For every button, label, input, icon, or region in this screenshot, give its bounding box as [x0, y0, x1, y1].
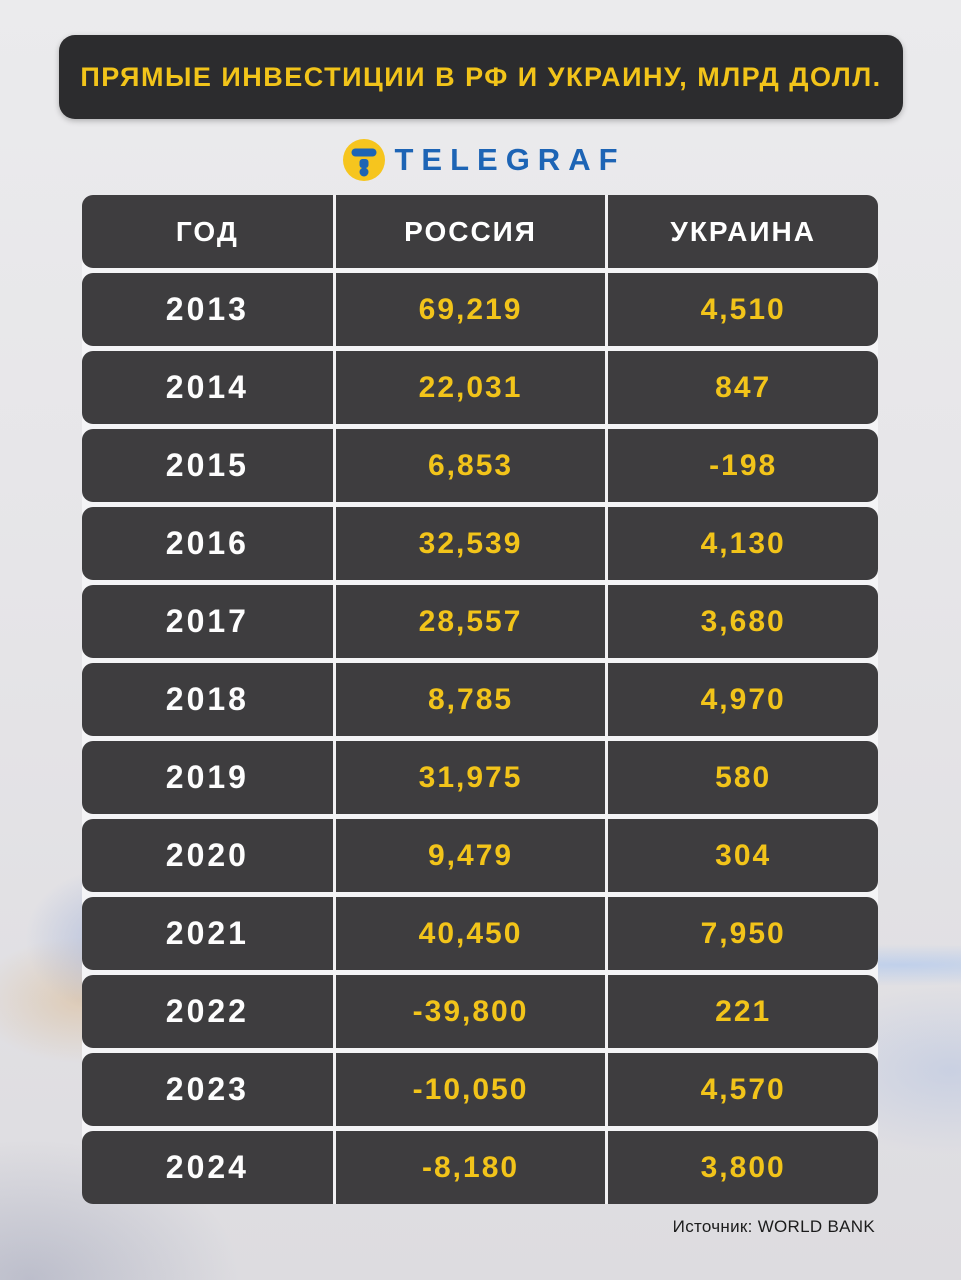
table-row — [82, 897, 878, 970]
telegraf-logo — [0, 138, 961, 182]
russia-value-cell: -39,800 — [333, 975, 606, 1048]
year-cell: 2016 — [165, 525, 249, 561]
ukraine-value-cell: 4,130 — [605, 507, 878, 580]
ukraine-value-cell: 304 — [605, 819, 878, 892]
year-cell: 2020 — [165, 837, 249, 873]
russia-value-cell: 28,557 — [333, 585, 606, 658]
table-row — [82, 741, 878, 814]
table-row — [82, 585, 878, 658]
ukraine-value-cell: 4,970 — [605, 663, 878, 736]
title-bar — [59, 35, 903, 119]
ukraine-value-cell: 847 — [605, 351, 878, 424]
table-header-row — [82, 195, 878, 268]
russia-value-cell: 32,539 — [333, 507, 606, 580]
russia-value-cell: -8,180 — [333, 1131, 606, 1204]
source-note: Источник: WORLD BANK — [672, 1217, 875, 1236]
russia-value-cell: 22,031 — [333, 351, 606, 424]
ukraine-value-cell: 221 — [605, 975, 878, 1048]
year-cell: 2013 — [165, 291, 249, 327]
table-row — [82, 273, 878, 346]
russia-value-cell: 6,853 — [333, 429, 606, 502]
ukraine-value-cell: -198 — [605, 429, 878, 502]
table-row — [82, 663, 878, 736]
ukraine-value-cell: 7,950 — [605, 897, 878, 970]
header-year: ГОД — [175, 215, 239, 247]
ukraine-value-cell: 4,510 — [605, 273, 878, 346]
telegraf-logo-text: TELEGRAF — [394, 142, 626, 177]
year-cell: 2022 — [165, 993, 249, 1029]
ukraine-value-cell: 4,570 — [605, 1053, 878, 1126]
year-cell: 2015 — [165, 447, 249, 483]
year-cell: 2023 — [165, 1071, 249, 1107]
russia-value-cell: 8,785 — [333, 663, 606, 736]
ukraine-value-cell: 3,800 — [605, 1131, 878, 1204]
ukraine-value-cell: 580 — [605, 741, 878, 814]
year-cell: 2018 — [165, 681, 249, 717]
table-row — [82, 1053, 878, 1126]
russia-value-cell: 69,219 — [333, 273, 606, 346]
telegraf-t-icon — [343, 139, 385, 181]
table-row — [82, 1131, 878, 1204]
table-row — [82, 351, 878, 424]
year-cell: 2021 — [165, 915, 249, 951]
russia-value-cell: 9,479 — [333, 819, 606, 892]
table-row — [82, 819, 878, 892]
page-title: ПРЯМЫЕ ИНВЕСТИЦИИ В РФ И УКРАИНУ, МЛРД ДОЛЛ. — [80, 61, 882, 92]
header-russia: РОССИЯ — [333, 195, 606, 268]
ukraine-value-cell: 3,680 — [605, 585, 878, 658]
year-cell: 2014 — [165, 369, 249, 405]
table-row — [82, 975, 878, 1048]
year-cell: 2017 — [165, 603, 249, 639]
investments-table — [82, 195, 878, 1204]
russia-value-cell: -10,050 — [333, 1053, 606, 1126]
year-cell: 2024 — [165, 1149, 249, 1185]
header-ukraine: УКРАИНА — [605, 195, 878, 268]
table-row — [82, 507, 878, 580]
russia-value-cell: 31,975 — [333, 741, 606, 814]
russia-value-cell: 40,450 — [333, 897, 606, 970]
table-row — [82, 429, 878, 502]
year-cell: 2019 — [165, 759, 249, 795]
